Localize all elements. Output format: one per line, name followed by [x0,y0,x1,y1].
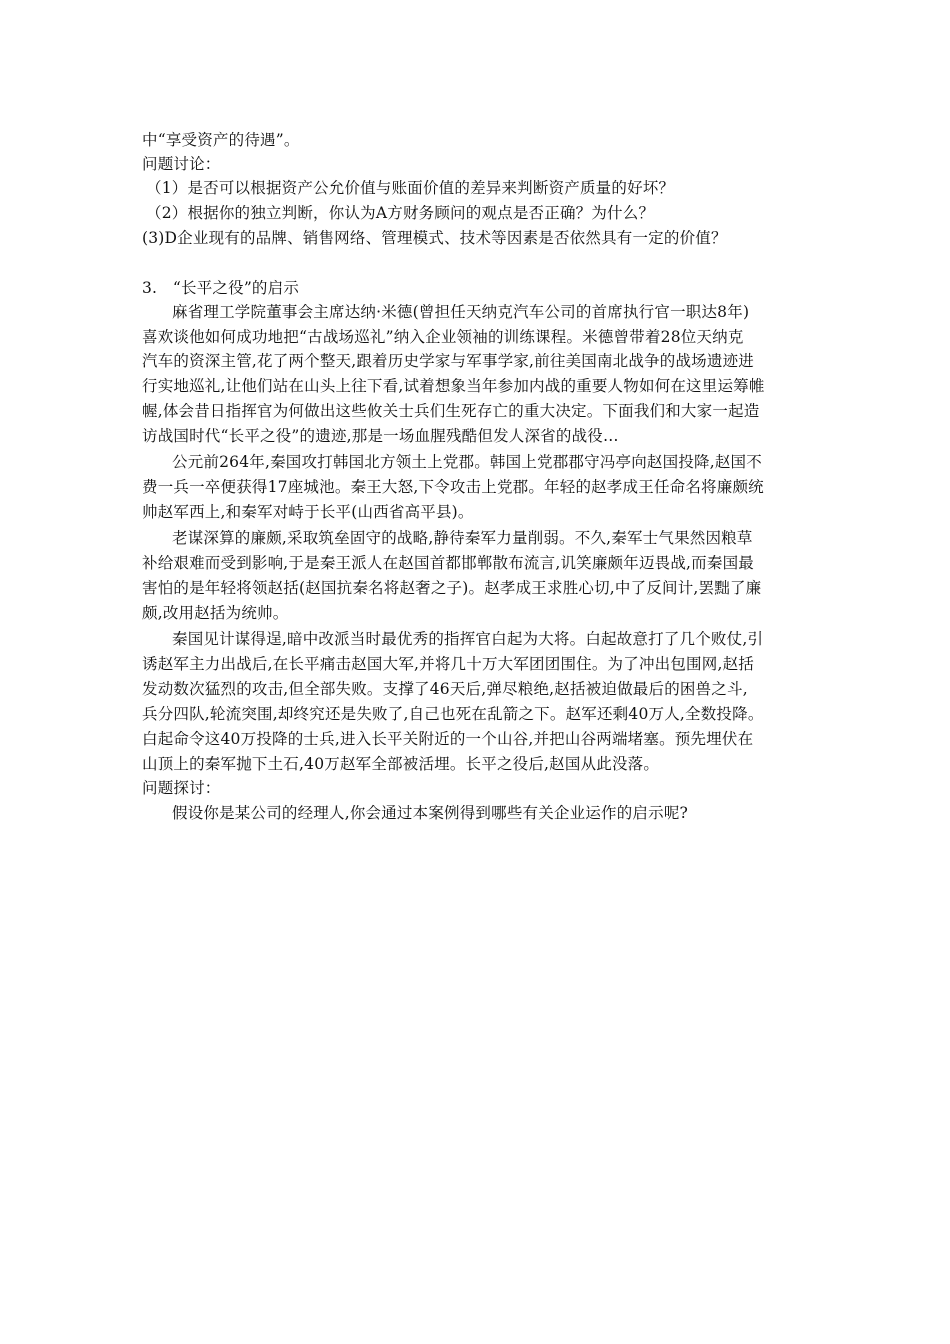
discussion-question: 假设你是某公司的经理人,你会通过本案例得到哪些有关企业运作的启示呢? [172,804,689,822]
paragraph-line: 麻省理工学院董事会主席达纳·米德(曾担任天纳克汽车公司的首席执行官一职达8年) [172,303,750,321]
paragraph-line: 山顶上的秦军抛下土石,40万赵军全部被活埋。长平之役后,赵国从此没落。 [142,755,660,773]
discussion-heading: 问题讨论： [142,155,221,173]
section-3-title: 3. “长平之役”的启示 [142,279,300,297]
paragraph-line: 帅赵军西上,和秦军对峙于长平(山西省高平县)。 [142,503,474,521]
paragraph-line: 公元前264年,秦国攻打韩国北方领土上党郡。韩国上党郡郡守冯亭向赵国投降,赵国不 [172,453,762,471]
paragraph-line: 颇,改用赵括为统帅。 [142,604,289,622]
paragraph-line: 兵分四队,轮流突围,却终究还是失败了,自己也死在乱箭之下。赵军还剩40万人,全数投降。 [142,705,764,723]
paragraph-line: 费一兵一卒便获得17座城池。秦王大怒,下令攻击上党郡。年轻的赵孝成王任命名将廉颇统 [142,478,764,496]
prev-section-tail: 中“享受资产的待遇”。 [142,131,300,149]
paragraph-line: 秦国见计谋得逞,暗中改派当时最优秀的指挥官白起为大将。白起故意打了几个败仗,引 [172,630,764,648]
discussion-heading-2: 问题探讨： [142,779,221,797]
paragraph-line: 行实地巡礼,让他们站在山头上往下看,试着想象当年参加内战的重要人物如何在这里运筹帷 [142,377,765,395]
paragraph-line: 汽车的资深主管,花了两个整天,跟着历史学家与军事学家,前往美国南北战争的战场遗迹进 [142,352,754,370]
question-3: (3)D企业现有的品牌、销售网络、管理模式、技术等因素是否依然具有一定的价值？ [142,229,727,247]
paragraph-line: 幄,体会昔日指挥官为何做出这些攸关士兵们生死存亡的重大决定。下面我们和大家一起造 [142,402,760,420]
paragraph-line: 害怕的是年轻将领赵括(赵国抗秦名将赵奢之子)。赵孝成王求胜心切,中了反间计,罢黜了廉 [142,579,762,597]
paragraph-line: 补给艰难而受到影响,于是秦王派人在赵国首都邯郸散布流言,讥笑廉颇年迈畏战,而秦国最 [142,554,754,572]
paragraph-line: 喜欢谈他如何成功地把“古战场巡礼”纳入企业领袖的训练课程。米德曾带着28位天纳克 [142,328,744,346]
paragraph-line: 诱赵军主力出战后,在长平痛击赵国大军,并将几十万大军团团围住。为了冲出包围网,赵括 [142,655,754,673]
paragraph-line: 白起命令这40万投降的士兵,进入长平关附近的一个山谷,并把山谷两端堵塞。预先埋伏在 [142,730,754,748]
paragraph-line: 访战国时代“长平之役”的遗迹,那是一场血腥残酷但发人深省的战役… [142,427,619,445]
question-2: （2）根据你的独立判断，你认为A方财务顾问的观点是否正确？为什么？ [146,204,655,222]
paragraph-line: 老谋深算的廉颇,采取筑垒固守的战略,静待秦军力量削弱。不久,秦军士气果然因粮草 [172,529,753,547]
paragraph-line: 发动数次猛烈的攻击,但全部失败。支撑了46天后,弹尽粮绝,赵括被迫做最后的困兽之斗, [142,680,748,698]
question-1: （1）是否可以根据资产公允价值与账面价值的差异来判断资产质量的好坏？ [146,179,675,197]
